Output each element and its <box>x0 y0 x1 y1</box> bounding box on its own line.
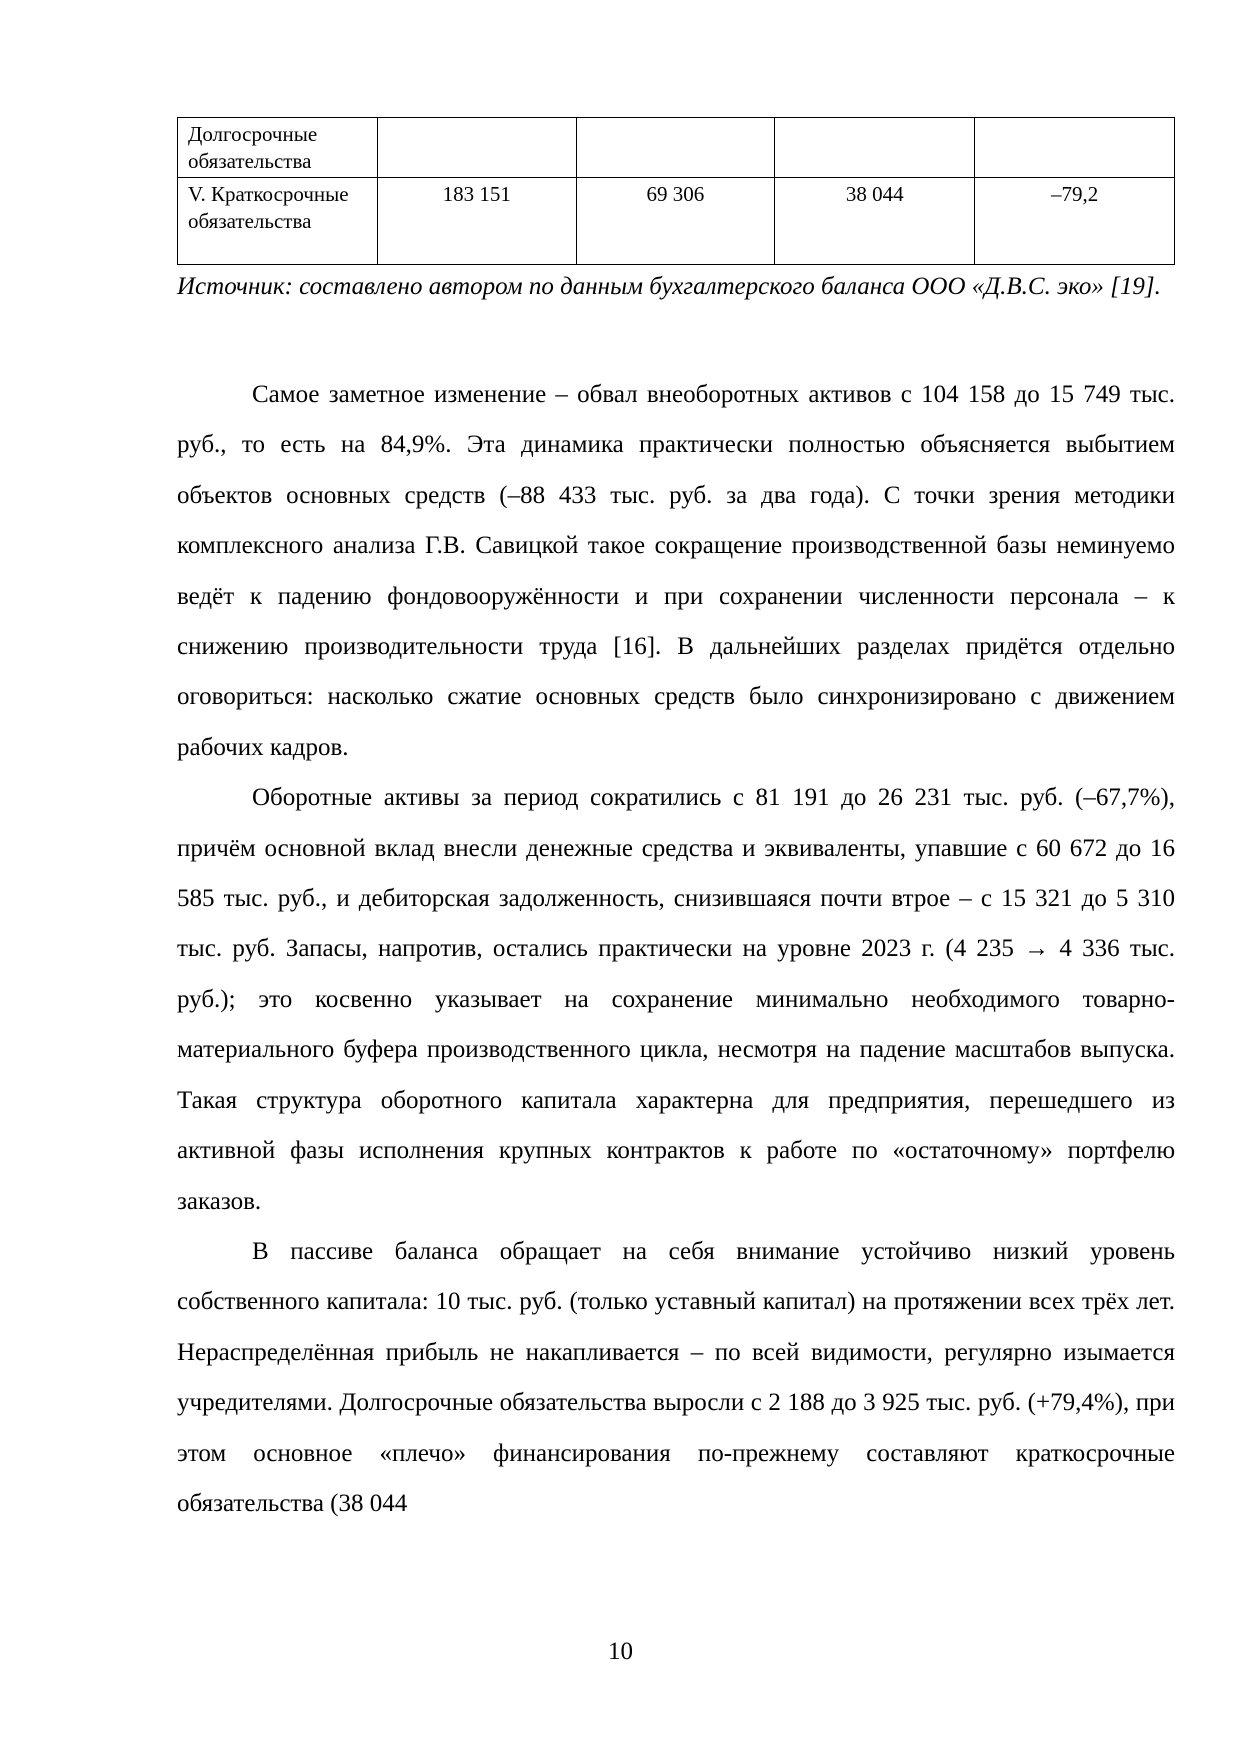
table-row <box>178 178 1175 265</box>
table-cell <box>377 118 576 178</box>
table-cell: –79,2 <box>975 178 1175 265</box>
body-text <box>177 370 1175 1529</box>
table-row <box>178 118 1175 178</box>
table-cell <box>775 118 975 178</box>
table-cell <box>576 118 775 178</box>
table-cell <box>975 118 1175 178</box>
page-number: 10 <box>608 1638 633 1665</box>
balance-table <box>177 117 1175 265</box>
table-cell: 183 151 <box>377 178 576 265</box>
paragraph: Самое заметное изменение – обвал внеоборотных активов с 104 158 до 15 749 тыс. руб., то есть на 84,9%. Эта динамика практически полностью объясняется выбытием объектов основных средств (–88 433 тыс. руб. за два года). С точки зрения методики комплексного анализа Г.В. Савицкой такое сокращение производственной базы неминуемо ведёт к падению фондовооружённости и при сохранении численности персонала – к снижению производительности труда [16]. В дальнейших разделах придётся отдельно оговориться: насколько сжатие основных средств было синхронизировано с движением рабочих кадров. <box>177 381 1175 761</box>
paragraph: В пассиве баланса обращает на себя внимание устойчиво низкий уровень собственного капитала: 10 тыс. руб. (только уставный капитал) на протяжении всех трёх лет. Нераспределённая прибыль не накапливается – по всей видимости, регулярно изымается учредителями. Долгосрочные обязательства выросли с 2 188 до 3 925 тыс. руб. (+79,4%), при этом основное «плечо» финансирования по-прежнему составляют краткосрочные обязательства (38 044 <box>177 1237 1175 1517</box>
paragraph: Оборотные активы за период сократились с 81 191 до 26 231 тыс. руб. (–67,7%), причём основной вклад внесли денежные средства и эквиваленты, упавшие с 60 672 до 16 585 тыс. руб., и дебиторская задолженность, снизившаяся почти втрое – с 15 321 до 5 310 тыс. руб. Запасы, напротив, остались практически на уровне 2023 г. (4 235 → 4 336 тыс. руб.); это косвенно указывает на сохранение минимально необходимого товарно-материального буфера производственного цикла, несмотря на падение масштабов выпуска. Такая структура оборотного капитала характерна для предприятия, перешедшего из активной фазы исполнения крупных контрактов к работе по «остаточному» портфелю заказов. <box>177 784 1175 1215</box>
table-source-note: Источник: составлено автором по данным бухгалтерского баланса ООО «Д.В.С. эко» [19]. <box>177 273 1161 300</box>
table-cell: 38 044 <box>775 178 975 265</box>
table-row-label: V. Краткосрочные обязательства <box>178 178 378 265</box>
table-cell: 69 306 <box>576 178 775 265</box>
table-row-label: Долгосрочные обязательства <box>178 118 378 178</box>
